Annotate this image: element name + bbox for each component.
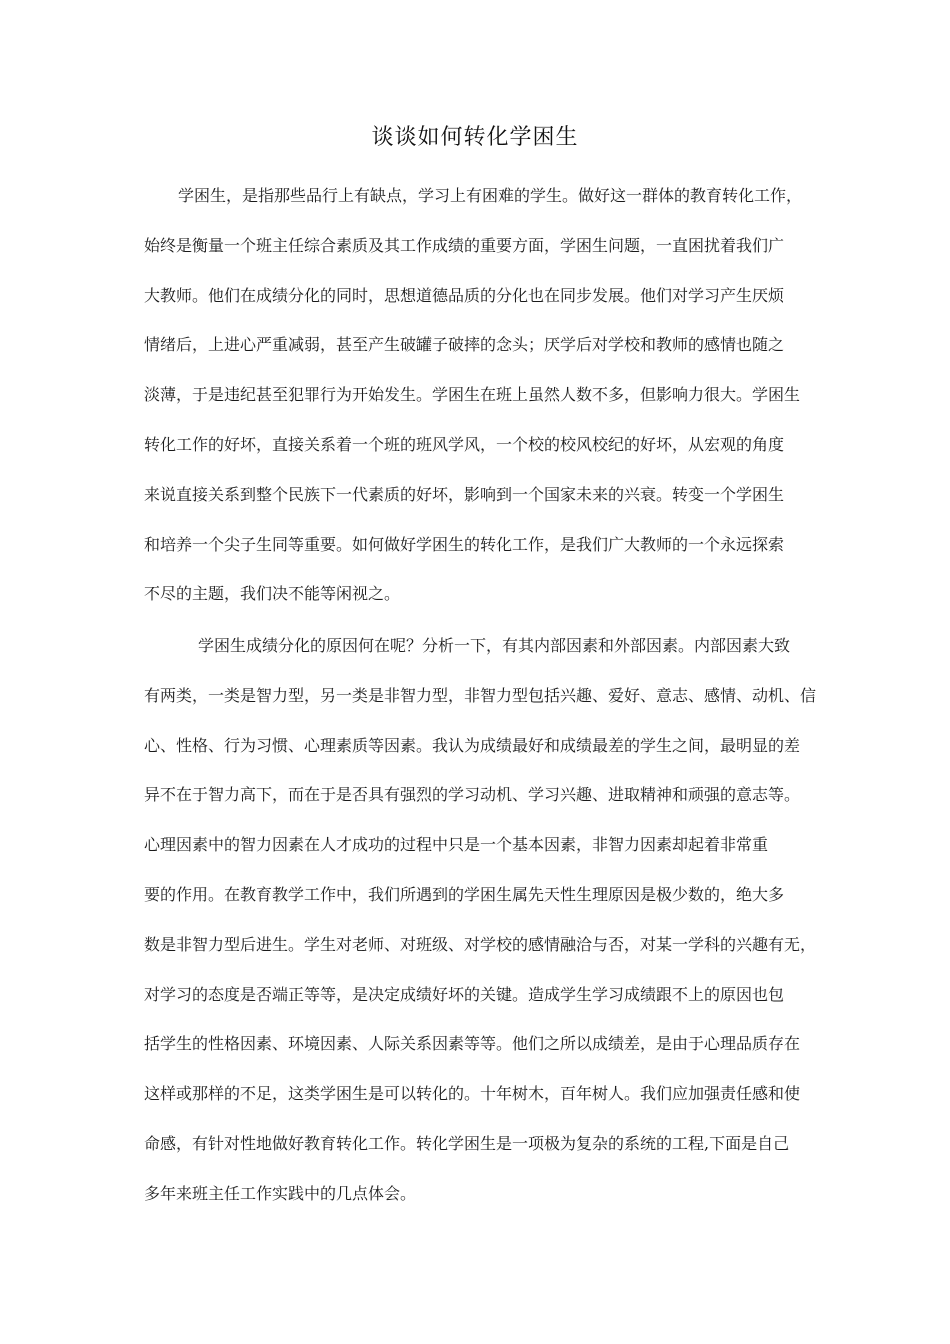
text-line: 括学生的性格因素、环境因素、人际关系因素等等。他们之所以成绩差，是由于心理品质存在	[144, 1034, 801, 1054]
text-line: 多年来班主任工作实践中的几点体会。	[144, 1183, 417, 1203]
text-line: 异不在于智力高下，而在于是否具有强烈的学习动机、学习兴趣、进取精神和顽强的意志等。	[144, 785, 801, 805]
text-line: 心、性格、行为习惯、心理素质等因素。我认为成绩最好和成绩最差的学生之间，最明显的差	[144, 735, 801, 755]
text-line: 大教师。他们在成绩分化的同时，思想道德品质的分化也在同步发展。他们对学习产生厌烦	[144, 285, 785, 305]
text-line: 情绪后，上进心严重减弱，甚至产生破罐子破摔的念头；厌学后对学校和教师的感情也随之	[144, 335, 785, 355]
text-line: 这样或那样的不足，这类学困生是可以转化的。十年树木，百年树人。我们应加强责任感和使	[144, 1084, 801, 1104]
text-line: 不尽的主题，我们决不能等闲视之。	[144, 584, 401, 604]
text-line: 心理因素中的智力因素在人才成功的过程中只是一个基本因素，非智力因素却起着非常重	[144, 835, 769, 855]
text-line: 始终是衡量一个班主任综合素质及其工作成绩的重要方面，学困生问题，一直困扰着我们广	[144, 235, 785, 255]
text-line: 命感，有针对性地做好教育转化工作。转化学困生是一项极为复杂的系统的工程,下面是自己	[144, 1133, 790, 1153]
text-line: 学困生成绩分化的原因何在呢？分析一下，有其内部因素和外部因素。内部因素大致	[198, 636, 791, 655]
text-line: 对学习的态度是否端正等等，是决定成绩好坏的关键。造成学生学习成绩跟不上的原因也包	[144, 984, 785, 1004]
text-line: 学困生，是指那些品行上有缺点，学习上有困难的学生。做好这一群体的教育转化工作，	[178, 186, 803, 205]
text-line: 数是非智力型后进生。学生对老师、对班级、对学校的感情融洽与否，对某一学科的兴趣有无，	[144, 934, 817, 954]
text-line: 和培养一个尖子生同等重要。如何做好学困生的转化工作，是我们广大教师的一个永远探索	[144, 534, 785, 554]
document-title: 谈谈如何转化学困生	[371, 125, 579, 150]
text-line: 转化工作的好坏，直接关系着一个班的班风学风，一个校的校风校纪的好坏，从宏观的角度	[144, 434, 785, 454]
text-line: 要的作用。在教育教学工作中，我们所遇到的学困生属先天性生理原因是极少数的，绝大多	[144, 884, 785, 904]
text-line: 淡薄，于是违纪甚至犯罪行为开始发生。学困生在班上虽然人数不多，但影响力很大。学困生	[144, 385, 801, 405]
paragraph-2	[144, 634, 824, 1232]
text-line: 来说直接关系到整个民族下一代素质的好坏，影响到一个国家未来的兴衰。转变一个学困生	[144, 484, 785, 504]
text-line: 有两类，一类是智力型，另一类是非智力型，非智力型包括兴趣、爱好、意志、感情、动机、信	[144, 685, 817, 705]
paragraph-1	[144, 184, 824, 632]
